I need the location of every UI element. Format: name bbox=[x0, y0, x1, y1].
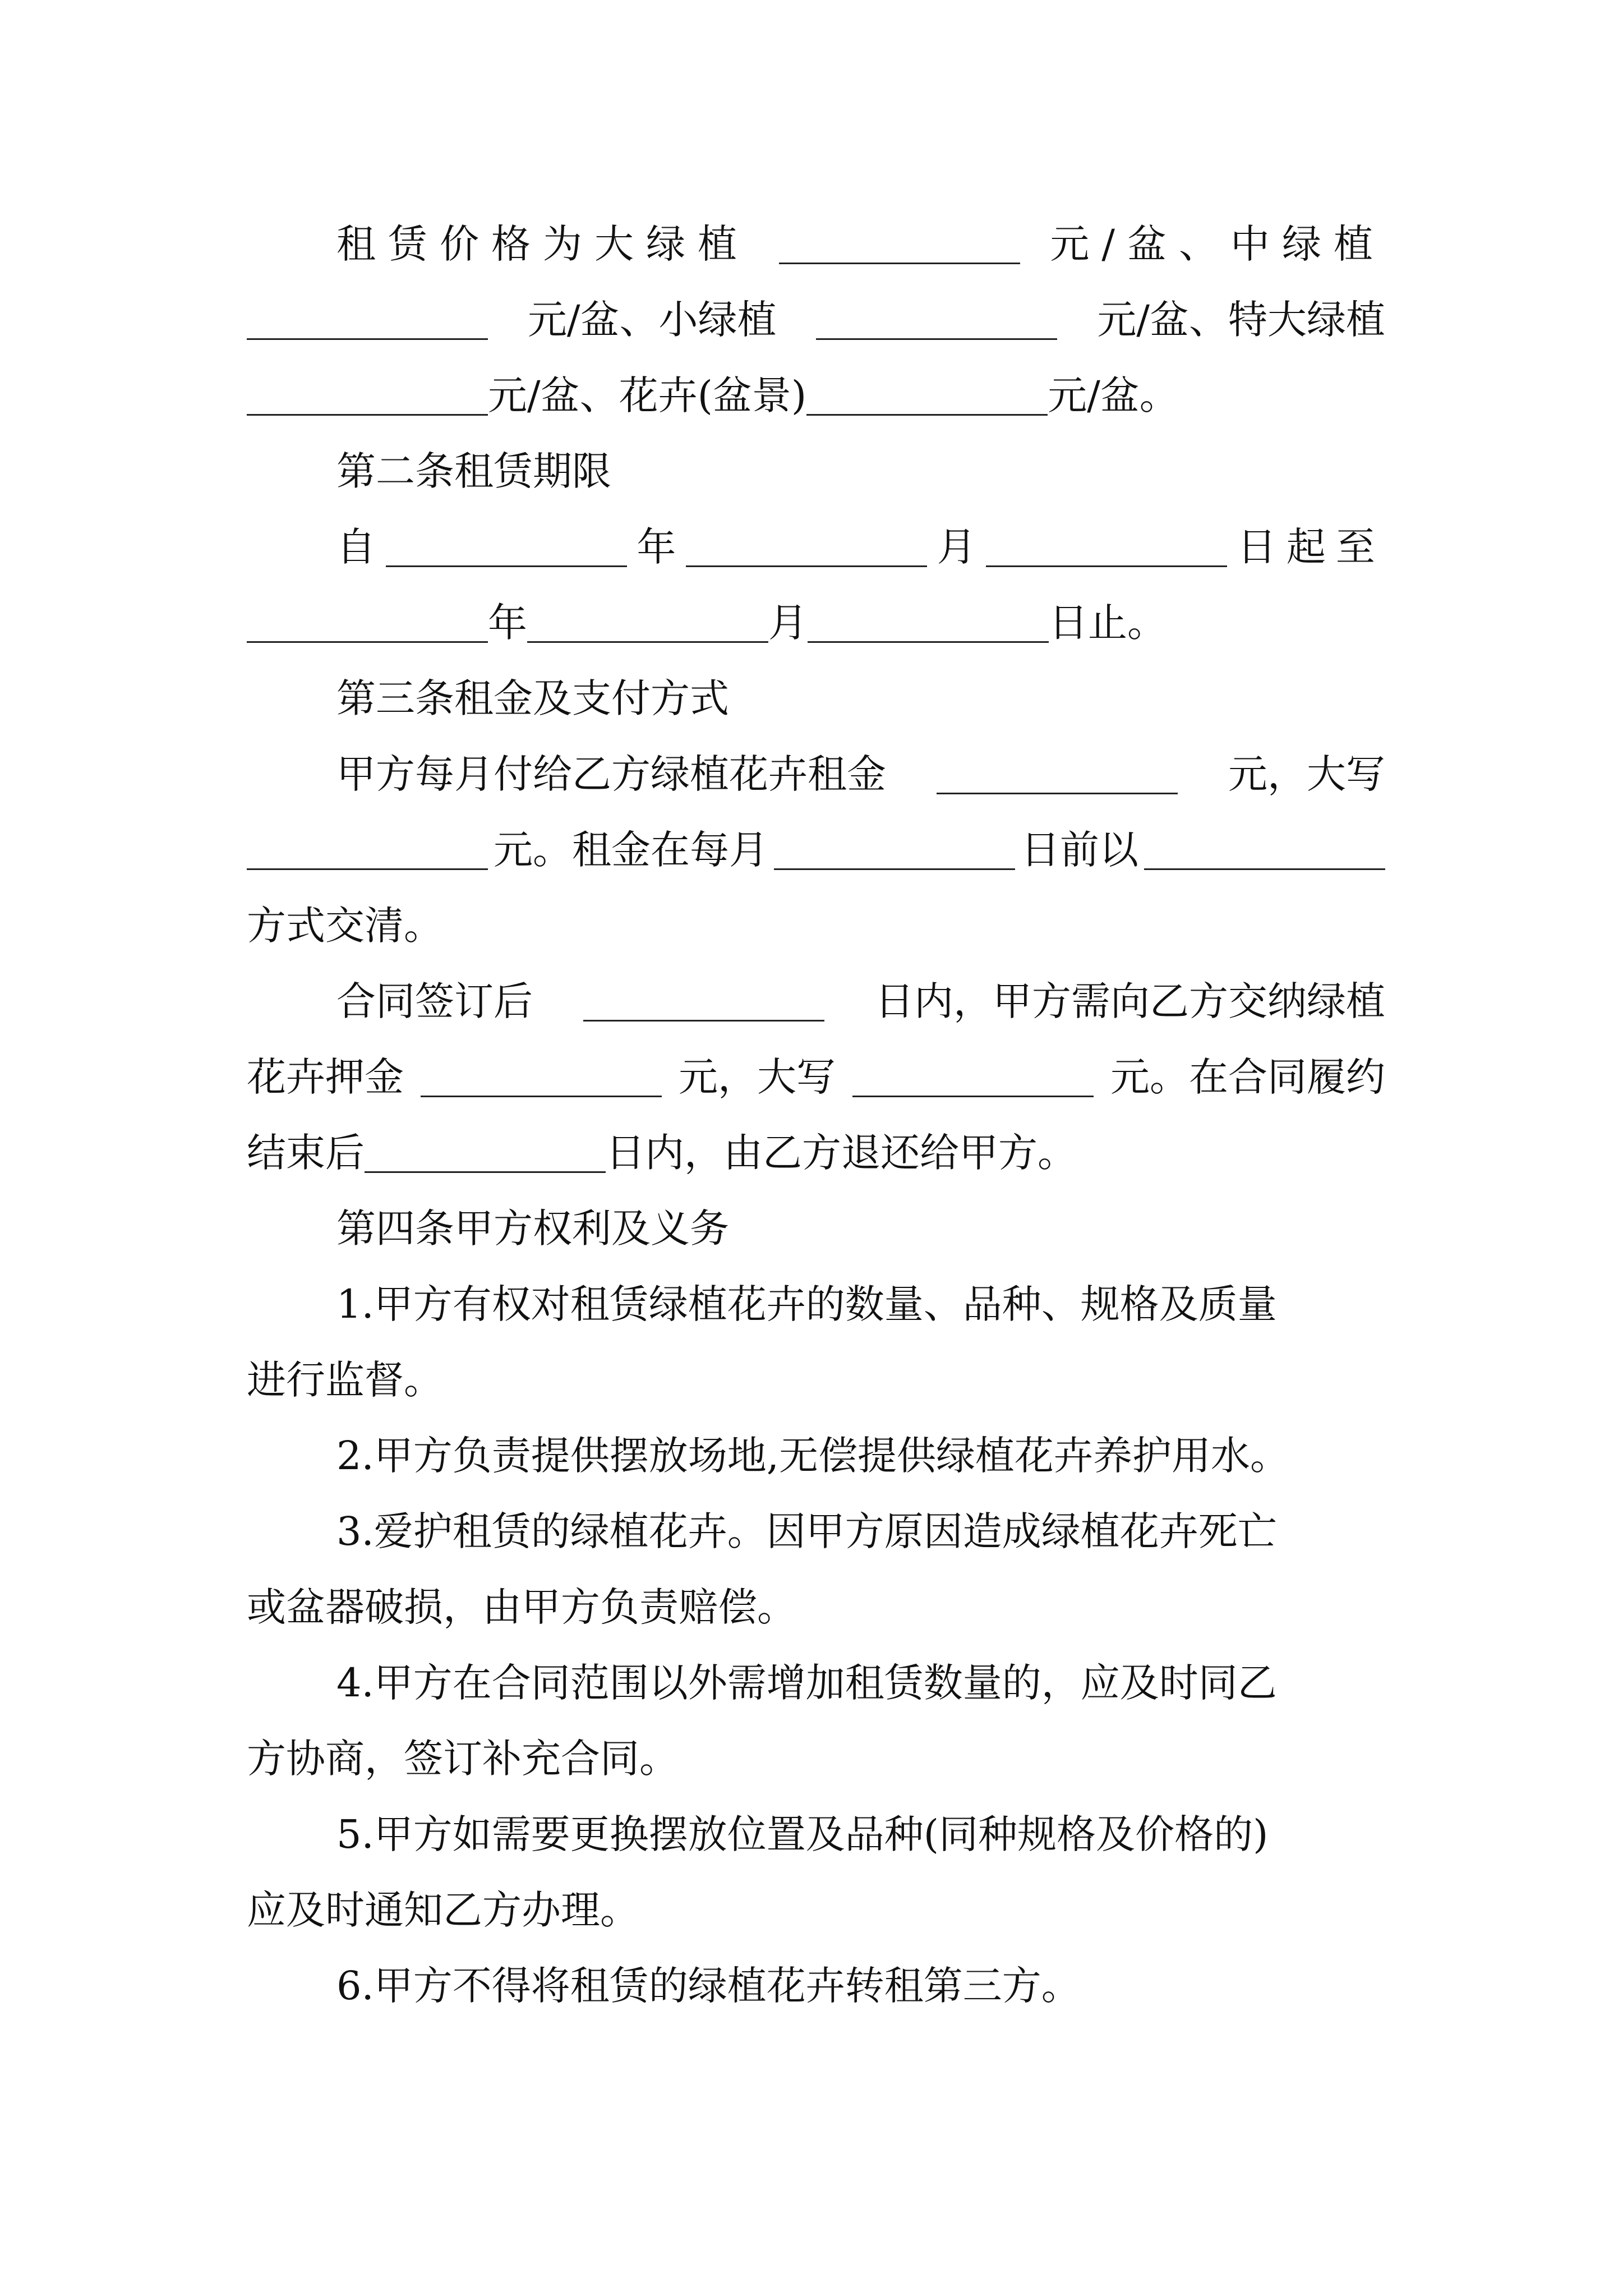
blank-field[interactable] bbox=[247, 606, 488, 643]
term-line-2 bbox=[247, 595, 1385, 651]
text-segment: 方式交清。 bbox=[247, 903, 443, 949]
section-heading-party-a-rights bbox=[247, 1200, 1385, 1257]
text-segment: 或盆器破损，由甲方负责赔偿。 bbox=[247, 1584, 796, 1630]
text-segment: 应及时通知乙方办理。 bbox=[247, 1887, 639, 1933]
heading-text: 第二条租赁期限 bbox=[336, 448, 611, 494]
text-segment: 元/盆、花卉(盆景) bbox=[488, 372, 807, 418]
blank-field[interactable] bbox=[421, 1061, 662, 1097]
blank-field[interactable] bbox=[1144, 834, 1385, 870]
deposit-line-1 bbox=[247, 973, 1385, 1029]
heading-text: 第四条甲方权利及义务 bbox=[336, 1205, 729, 1251]
price-line-3 bbox=[247, 367, 1385, 424]
text-segment: 自 bbox=[336, 524, 376, 570]
clause-4-line-1 bbox=[247, 1655, 1385, 1711]
deposit-line-2 bbox=[247, 1049, 1385, 1105]
price-line-1 bbox=[247, 216, 1385, 272]
blank-field[interactable] bbox=[686, 531, 927, 567]
rent-line-2 bbox=[247, 822, 1385, 878]
text-segment: 5.甲方如需要更换摆放位置及品种(同种规格及价格的) bbox=[336, 1811, 1269, 1857]
text-segment: 进行监督。 bbox=[247, 1357, 443, 1403]
text-segment: 年 bbox=[488, 600, 527, 646]
blank-field[interactable] bbox=[806, 379, 1048, 416]
text-segment: 元，大写 bbox=[1228, 751, 1385, 797]
rent-line-3 bbox=[247, 898, 1385, 954]
blank-field[interactable] bbox=[386, 531, 627, 567]
section-heading-lease-term bbox=[247, 443, 1385, 499]
clause-2-line-1 bbox=[247, 1428, 1385, 1484]
text-segment: 月 bbox=[768, 600, 808, 646]
text-segment: 元/盆、特大绿植 bbox=[1097, 297, 1385, 343]
term-line-1 bbox=[247, 519, 1385, 575]
text-segment: 租赁价格为大绿植 bbox=[336, 221, 749, 267]
blank-field[interactable] bbox=[247, 379, 488, 416]
clause-6-line-1 bbox=[247, 1958, 1385, 2014]
text-segment: 日内，由乙方退还给甲方。 bbox=[606, 1130, 1077, 1176]
text-segment: 月 bbox=[937, 524, 976, 570]
text-segment: 日内，甲方需向乙方交纳绿植 bbox=[875, 978, 1385, 1024]
text-segment: 2.甲方负责提供摆放场地,无偿提供绿植花卉养护用水。 bbox=[336, 1433, 1290, 1479]
blank-field[interactable] bbox=[986, 531, 1227, 567]
text-segment: 元，大写 bbox=[679, 1054, 836, 1100]
text-segment: 元。租金在每月 bbox=[494, 827, 768, 873]
price-line-2 bbox=[247, 292, 1385, 348]
clause-4-line-2 bbox=[247, 1731, 1385, 1787]
text-segment: 日起至 bbox=[1237, 524, 1385, 570]
rent-line-1 bbox=[247, 746, 1385, 802]
blank-field[interactable] bbox=[852, 1061, 1094, 1097]
text-segment: 方协商，签订补充合同。 bbox=[247, 1736, 679, 1782]
text-segment: 4.甲方在合同范围以外需增加租赁数量的，应及时同乙 bbox=[336, 1660, 1277, 1706]
blank-field[interactable] bbox=[247, 834, 488, 870]
text-segment: 元/盆、小绿植 bbox=[527, 297, 777, 343]
text-segment: 元/盆。 bbox=[1048, 372, 1179, 418]
text-segment: 6.甲方不得将租赁的绿植花卉转租第三方。 bbox=[336, 1963, 1081, 2009]
blank-field[interactable] bbox=[816, 303, 1057, 340]
deposit-line-3 bbox=[247, 1125, 1385, 1181]
text-segment: 3.爱护租赁的绿植花卉。因甲方原因造成绿植花卉死亡 bbox=[336, 1508, 1277, 1554]
blank-field[interactable] bbox=[774, 834, 1015, 870]
text-segment: 日止。 bbox=[1049, 600, 1166, 646]
text-segment: 元/盆、中绿植 bbox=[1050, 221, 1385, 267]
blank-field[interactable] bbox=[247, 303, 488, 340]
heading-text: 第三条租金及支付方式 bbox=[336, 675, 729, 721]
clause-5-line-2 bbox=[247, 1882, 1385, 1938]
text-segment: 年 bbox=[637, 524, 676, 570]
blank-field[interactable] bbox=[779, 228, 1020, 264]
blank-field[interactable] bbox=[937, 758, 1178, 794]
blank-field[interactable] bbox=[527, 606, 768, 643]
text-segment: 结束后 bbox=[247, 1130, 365, 1176]
text-segment: 日前以 bbox=[1021, 827, 1138, 873]
section-heading-rent-payment bbox=[247, 670, 1385, 726]
clause-3-line-2 bbox=[247, 1579, 1385, 1635]
blank-field[interactable] bbox=[583, 985, 824, 1022]
text-segment: 花卉押金 bbox=[247, 1054, 404, 1100]
clause-1-line-1 bbox=[247, 1276, 1385, 1332]
text-segment: 元。在合同履约 bbox=[1110, 1054, 1385, 1100]
clause-3-line-1 bbox=[247, 1503, 1385, 1559]
text-segment: 合同签订后 bbox=[336, 978, 533, 1024]
blank-field[interactable] bbox=[365, 1137, 606, 1173]
text-segment: 甲方每月付给乙方绿植花卉租金 bbox=[336, 751, 886, 797]
clause-1-line-2 bbox=[247, 1352, 1385, 1408]
clause-5-line-1 bbox=[247, 1806, 1385, 1862]
text-segment: 1.甲方有权对租赁绿植花卉的数量、品种、规格及质量 bbox=[336, 1281, 1277, 1327]
blank-field[interactable] bbox=[808, 606, 1049, 643]
